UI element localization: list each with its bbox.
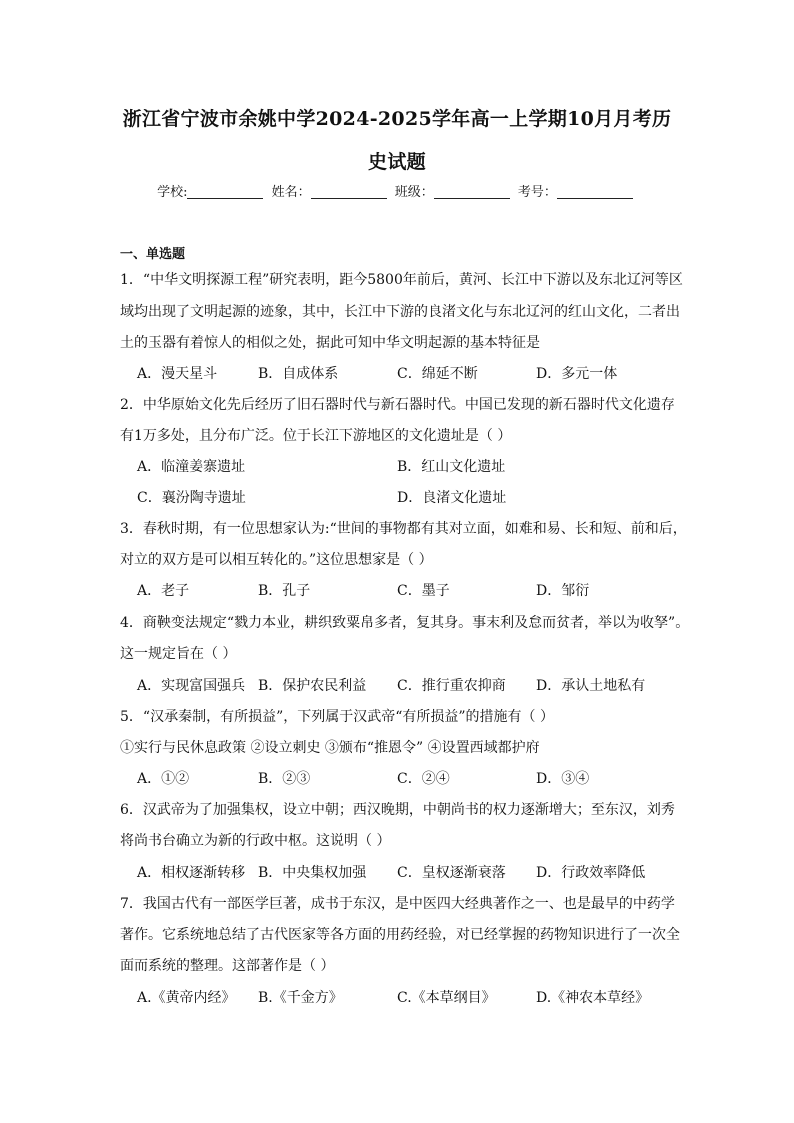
question-1-line-2: 域均出现了文明起源的迹象，其中，长江中下游的良渚文化与东北辽河的红山文化，二者出 (120, 304, 680, 320)
question-5-option-c[interactable]: C．②④ (397, 771, 450, 787)
question-1-option-c[interactable]: C．绵延不断 (397, 366, 478, 382)
exam-title-line-1: 浙江省宁波市余姚中学2024-2025学年高一上学期10月月考历 (122, 108, 672, 130)
exam-title-line-2: 史试题 (368, 151, 426, 173)
section-heading: 一、单选题 (120, 247, 186, 262)
question-4-line-2: 这一规定旨在（ ） (120, 646, 237, 662)
question-7-option-a[interactable]: A.《黄帝内经》 (137, 990, 236, 1006)
number-blank[interactable] (557, 184, 633, 199)
question-2-line-2: 有1万多处，且分布广泛。位于长江下游地区的文化遗址是（ ） (120, 428, 512, 444)
question-6-line-2: 将尚书台确立为新的行政中枢。这说明（ ） (120, 833, 391, 849)
question-1-line-1: 1．“中华文明探源工程”研究表明，距今5800年前后，黄河、长江中下游以及东北辽河等区 (120, 272, 683, 288)
question-4-option-b[interactable]: B．保护农民利益 (258, 678, 367, 694)
question-4-option-c[interactable]: C．推行重农抑商 (397, 678, 506, 694)
question-2-option-d[interactable]: D．良渚文化遗址 (397, 490, 507, 506)
question-6-option-d[interactable]: D．行政效率降低 (536, 865, 646, 881)
question-5-option-d[interactable]: D．③④ (536, 771, 590, 787)
school-label: 学校: (157, 185, 188, 200)
question-7-line-2: 著作。它系统地总结了古代医家等各方面的用药经验，对已经掌握的药物知识进行了一次全 (120, 927, 680, 943)
question-6-option-b[interactable]: B．中央集权加强 (258, 865, 367, 881)
number-label: 考号： (517, 185, 557, 200)
question-7-option-d[interactable]: D.《神农本草经》 (536, 990, 650, 1006)
question-4-option-d[interactable]: D．承认土地私有 (536, 678, 646, 694)
class-blank[interactable] (434, 184, 510, 199)
question-3-line-1: 3．春秋时期，有一位思想家认为:“世间的事物都有其对立面，如难和易、长和短、前和后， (120, 521, 687, 537)
question-5-option-b[interactable]: B．②③ (258, 771, 311, 787)
question-2-option-c[interactable]: C．襄汾陶寺遗址 (137, 490, 246, 506)
question-4-line-1: 4．商鞅变法规定“戮力本业，耕织致粟帛多者，复其身。事末利及怠而贫者，举以为收孥”。 (120, 615, 690, 631)
class-label: 班级： (394, 185, 434, 200)
question-3-option-c[interactable]: C．墨子 (397, 583, 450, 599)
question-1-line-3: 土的玉器有着惊人的相似之处，据此可知中华文明起源的基本特征是 (120, 335, 540, 351)
question-3-option-b[interactable]: B．孔子 (258, 583, 311, 599)
question-7-option-b[interactable]: B.《千金方》 (258, 990, 343, 1006)
question-5-line-1: 5．“汉承秦制，有所损益”，下列属于汉武帝“有所损益”的措施有（ ） (120, 709, 554, 725)
question-1-option-d[interactable]: D．多元一体 (536, 366, 618, 382)
question-3-line-2: 对立的双方是可以相互转化的。”这位思想家是（ ） (120, 552, 433, 568)
question-7-line-3: 面而系统的整理。这部著作是（ ） (120, 958, 335, 974)
question-2-option-b[interactable]: B．红山文化遗址 (397, 459, 506, 475)
question-5-option-a[interactable]: A．①② (137, 771, 190, 787)
question-2-option-a[interactable]: A．临潼姜寨遗址 (137, 459, 246, 475)
question-3-option-a[interactable]: A．老子 (137, 583, 190, 599)
question-7-option-c[interactable]: C.《本草纲目》 (397, 990, 496, 1006)
question-6-option-a[interactable]: A．相权逐渐转移 (137, 865, 246, 881)
question-5-line-2: ①实行与民休息政策 ②设立刺史 ③颁布“推恩令” ④设置西域都护府 (120, 740, 540, 756)
question-1-option-a[interactable]: A．漫天星斗 (137, 366, 218, 382)
question-3-option-d[interactable]: D．邹衍 (536, 583, 590, 599)
student-info-row (0, 181, 794, 200)
question-4-option-a[interactable]: A．实现富国强兵 (137, 678, 246, 694)
question-6-line-1: 6．汉武帝为了加强集权，设立中朝；西汉晚期，中朝尚书的权力逐渐增大；至东汉，刘秀 (120, 802, 675, 818)
school-blank[interactable] (187, 184, 263, 199)
name-label: 姓名： (271, 185, 311, 200)
question-7-line-1: 7．我国古代有一部医学巨著，成书于东汉，是中医四大经典著作之一、也是最早的中药学 (120, 896, 675, 912)
name-blank[interactable] (311, 184, 387, 199)
question-1-option-b[interactable]: B．自成体系 (258, 366, 339, 382)
question-2-line-1: 2．中华原始文化先后经历了旧石器时代与新石器时代。中国已发现的新石器时代文化遗存 (120, 397, 675, 413)
question-6-option-c[interactable]: C．皇权逐渐衰落 (397, 865, 506, 881)
